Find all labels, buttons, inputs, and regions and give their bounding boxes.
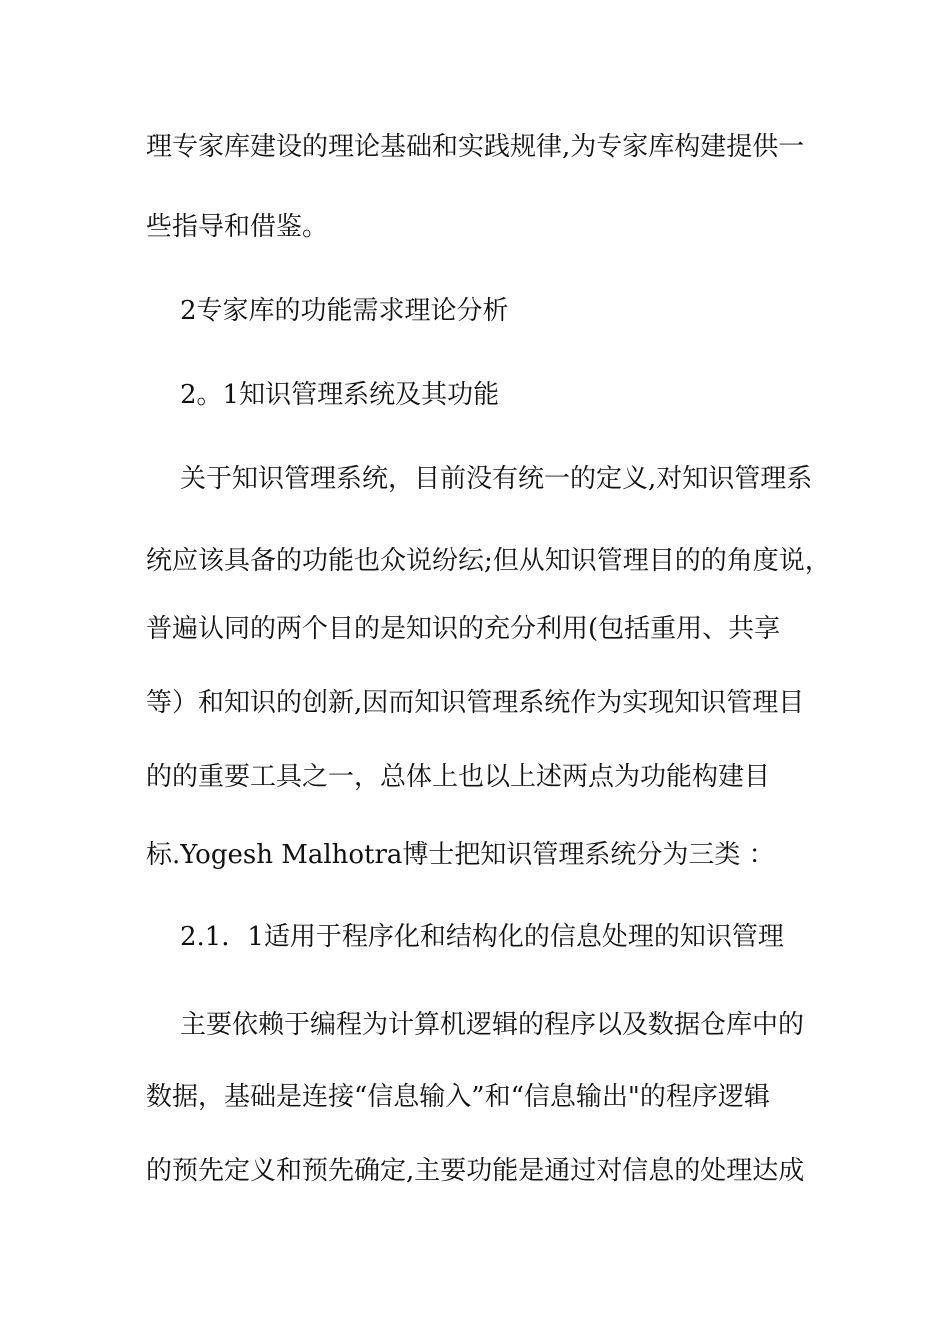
paragraph-line: 普遍认同的两个目的是知识的充分利用(包括重用、共享 bbox=[146, 614, 781, 644]
subsubsection-heading: 2.1．1适用于程序化和结构化的信息处理的知识管理 bbox=[180, 922, 784, 952]
paragraph-line: 统应该具备的功能也众说纷纭;但从知识管理目的的角度说， bbox=[146, 546, 831, 576]
paragraph-line: 关于知识管理系统，目前没有统一的定义,对知识管理系 bbox=[180, 464, 813, 494]
paragraph-line: 理专家库建设的理论基础和实践规律,为专家库构建提供一 bbox=[146, 132, 805, 162]
paragraph-line: 等）和知识的创新,因而知识管理系统作为实现知识管理目 bbox=[146, 688, 805, 718]
paragraph-line: 数据，基础是连接“信息输入”和“信息输出"的程序逻辑 bbox=[146, 1082, 770, 1112]
paragraph-line: 主要依赖于编程为计算机逻辑的程序以及数据仓库中的 bbox=[180, 1010, 805, 1040]
paragraph-line: 些指导和借鉴。 bbox=[146, 212, 329, 242]
paragraph-line: 的预先定义和预先确定,主要功能是通过对信息的处理达成 bbox=[146, 1156, 805, 1186]
paragraph-line: 的的重要工具之一，总体上也以上述两点为功能构建目 bbox=[146, 762, 771, 792]
subsection-heading: 2。1知识管理系统及其功能 bbox=[180, 380, 500, 410]
section-heading: 2专家库的功能需求理论分析 bbox=[180, 296, 509, 326]
paragraph-line: 标.Yogesh Malhotra博士把知识管理系统分为三类 ： bbox=[146, 840, 775, 870]
